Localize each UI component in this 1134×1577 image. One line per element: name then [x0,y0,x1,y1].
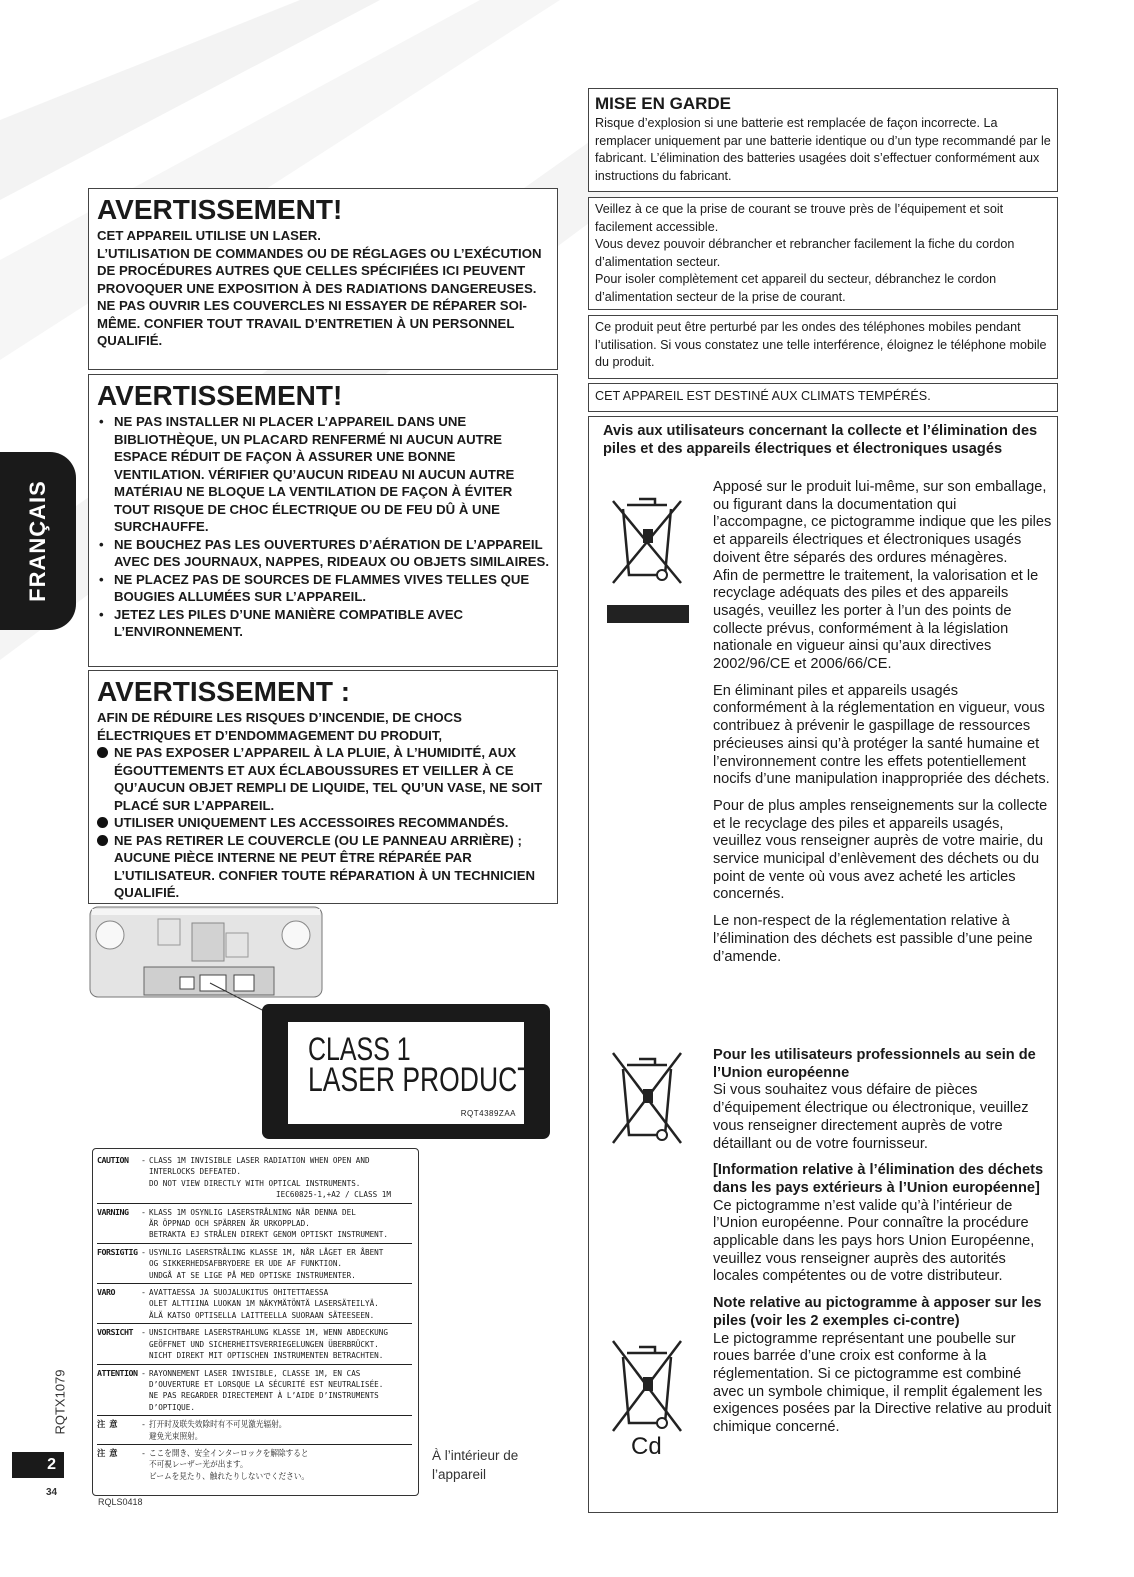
mise-en-garde-text: Risque d’explosion si une batterie est remplacée de façon incorrecte. La remplacer uniquement par une batterie identique ou d’un type recommandé par le fabricant. L’élimination des batteries usagées doit s’effectuer conformément aux instructions du fabricant. [595,116,1051,183]
caution-row-text: UNSICHTBARE LASERSTRAHLUNG KLASSE 1M, WENN ABDECKUNG GEÖFFNET UND SICHERHEITSVERRIEGELUNGEN ÜBERBRÜCKT. NICHT DIREKT MIT OPTISCHEN INSTRUMENTEN BETRACHTEN. [149,1327,388,1361]
document-code: RQTX1079 [52,1369,68,1435]
caution-row: VORSICHT - UNSICHTBARE LASERSTRAHLUNG KLASSE 1M, WENN ABDECKUNG GEÖFFNET UND SICHERHEITSVERRIEGELUNGEN ÜBERBRÜCKT. NICHT DIREKT MIT OPTISCHEN INSTRUMENTEN BETRACHTEN. [97,1327,412,1364]
warning-fire-item: NE PAS RETIRER LE COUVERCLE (OU LE PANNEAU ARRIÈRE) ; AUCUNE PIÈCE INTERNE NE PEUT ÊTRE RÉPARÉE PAR L’UTILISATEUR. CONFIER TOUTE RÉPARATION À UN TECHNICIEN QUALIFIÉ. [97,832,549,902]
language-tab [0,452,76,630]
warning-ventilation-item: • JETEZ LES PILES D’UNE MANIÈRE COMPATIBLE AVEC L’ENVIRONNEMENT. [97,606,549,641]
device-rear-illustration [88,905,328,1015]
caution-row-label: VARNING [97,1206,129,1217]
caution-row: ATTENTION - RAYONNEMENT LASER INVISIBLE, CLASSE 1M, EN CAS D’OUVERTURE ET LORSQUE LA SÉCURITÉ EST NEUTRALISÉE. NE PAS REGARDER DIRECTEMENT À L’AIDE D’INSTRUMENTS D’OPTIQUE. [97,1368,412,1417]
socket-notice-line: Pour isoler complètement cet appareil du secteur, débranchez le cordon d’alimentation secteur de la prise de courant. [595,272,997,304]
caution-row-text: RAYONNEMENT LASER INVISIBLE, CLASSE 1M, EN CAS D’OUVERTURE ET LORSQUE LA SÉCURITÉ EST NEUTRALISÉE. NE PAS REGARDER DIRECTEMENT À L’AIDE D’INSTRUMENTS D’OPTIQUE. [149,1367,384,1412]
warning-fire-intro: AFIN DE RÉDUIRE LES RISQUES D’INCENDIE, DE CHOCS ÉLECTRIQUES ET D’ENDOMMAGEMENT DU PRODUIT, [97,710,462,743]
caution-row-text: USYNLIG LASERSTRÅLING KLASSE 1M, NÅR LÅGET ER ÅBENT OG SIKKERHEDSAFBRYDERE ER UDE AF FUNKTION. UNDGÅ AT SE LIGE PÅ MED OPTISKE INSTRUMENTER. [149,1246,384,1280]
laser-label-line2: LASER PRODUCT [308,1061,534,1099]
caution-row: VARNING - KLASS 1M OSYNLIG LASERSTRÅLNING NÄR DENNA DEL ÄR ÖPPNAD OCH SPÄRREN ÄR URKOPPLAD. BETRAKTA EJ STRÅLEN DIREKT GENOM OPTISKT INSTRUMENT. [97,1207,412,1244]
caution-row: 注 意 - 打开时及联失效除时有不可见激光辐射。 避免光束照射。 [97,1419,412,1445]
disposal-title: Avis aux utilisateurs concernant la collecte et l’élimination des piles et des appareils électriques et électroniques usagés [603,423,1038,457]
disposal-para: Pour de plus amples renseignements sur la collecte et le recyclage des piles et appareils usagés, veuillez vous renseigner auprès de votre mairie, du service municipal d’enlèvement des déchets ou du point de vente où vous avez acheté les articles concernés. [713,797,1048,903]
disposal-pro-title: Pour les utilisateurs professionnels au sein de l’Union européenne [713,1047,1036,1081]
laser-label-code: RQT4389ZAA [460,1109,516,1118]
warning-fire-item: NE PAS EXPOSER L’APPAREIL À LA PLUIE, À L’HUMIDITÉ, AUX ÉGOUTTEMENTS ET AUX ÉCLABOUSSURES ET VEILLER À CE QU’AUCUN OBJET REMPLI DE LIQUIDE, TEL QU’UN VASE, NE SOIT PLACÉ SUR L’APPAREIL. [97,744,549,814]
caution-row-standard: IEC60825-1,+A2 / CLASS 1M [276,1189,391,1200]
warning-ventilation-item: • NE PAS INSTALLER NI PLACER L’APPAREIL DANS UNE BIBLIOTHÈQUE, UN PLACARD RENFERMÉ NI AUCUN AUTRE ESPACE RÉDUIT DE FAÇON À ASSURER UNE BONNE VENTILATION. VÉRIFIER QU’AUCUN RIDEAU NI AUCUN AUTRE MATÉRIAU NE BLOQUE LA VENTILATION DE FAÇON À ÉVITER TOUT RISQUE DE CHOC ÉLECTRIQUE OU DE FEU DÛ À UNE SURCHAUFFE. [97,413,549,536]
language-tab-label: FRANÇAIS [25,480,50,602]
socket-notice-line: Vous devez pouvoir débrancher et rebrancher facilement la fiche du cordon d’alimentation secteur. [595,237,1015,269]
caution-row-label: FORSIGTIG [97,1246,138,1257]
disposal-ext-text: Ce pictogramme n’est valide qu’à l’intérieur de l’Union européenne. Pour connaître la procédure applicable dans les pays hors Union Européenne, veuillez vous renseigner auprès des autorités locales compétentes ou de votre distributeur. [713,1197,1035,1285]
laser-label-line1: CLASS 1 [308,1031,411,1067]
inside-caption [432,1446,552,1484]
warning-fire-title: AVERTISSEMENT : [97,676,351,707]
crossed-bin-icon [599,1047,695,1147]
caution-row: 注 意 - ここを開き、安全インターロックを解除すると 不可視レーザー光が出ます。 ビームを見たり、触れたりしないでください。 [97,1448,412,1484]
disposal-note-text: Le pictogramme représentant une poubelle sur roues barrée d’une croix est conforme à la réglementation. Si ce pictogramme est combiné avec un symbole chimique, il remplit également les exigences posées par la Directive relative au produit chimique concerné. [713,1330,1052,1436]
page-number: 34 [46,1487,58,1498]
disposal-box [588,416,1058,1513]
caution-row-text: AVATTAESSA JA SUOJALUKITUS OHITETTAESSA OLET ALTTIINA LUOKAN 1M NÄKYMÄTÖNTÄ LASERSÄTEILYÄ. ÄLÄ KATSO OPTISELLA LAITTEELLA SUORAAN SÄTEESEEN. [149,1287,379,1320]
socket-notice-box [588,197,1058,310]
disposal-para: Le non-respect de la réglementation relative à l’élimination des déchets est passible d’une peine d’amende. [713,913,1033,965]
label-code: RQLS0418 [98,1497,143,1507]
caution-row-text: 打开时及联失效除时有不可见激光辐射。 避免光束照射。 [149,1419,287,1441]
crossed-bin-icon [599,487,695,627]
warning-laser-box [88,188,558,370]
warning-fire-item: UTILISER UNIQUEMENT LES ACCESSOIRES RECOMMANDÉS. [97,814,549,832]
disposal-para: Afin de permettre le traitement, la valorisation et le recyclage adéquats des piles et des appareils usagés, veuillez les porter à l’un des points de collecte prévus, conformément à la législation nationale en vigueur ainsi qu’aux directives 2002/96/CE et 2006/66/CE. [713,567,1039,673]
warning-laser-line: L’UTILISATION DE COMMANDES OU DE RÉGLAGES OU L’EXÉCUTION DE PROCÉDURES AUTRES QUE CELLES SPÉCIFIÉES ICI PEUVENT PROVOQUER UNE EXPOSITION À DES RADIATIONS DANGEREUSES. [97,245,542,296]
warning-ventilation-title: AVERTISSEMENT! [97,380,343,411]
disposal-para-block [713,479,1053,966]
disposal-note-title: Note relative au pictogramme à apposer sur les piles (voir les 2 exemples ci-contre) [713,1295,1042,1329]
caution-row: FORSIGTIG - USYNLIG LASERSTRÅLING KLASSE 1M, NÅR LÅGET ER ÅBENT OG SIKKERHEDSAFBRYDERE ER UDE AF FUNKTION. UNDGÅ AT SE LIGE PÅ MED OPTISKE INSTRUMENTER. [97,1247,412,1284]
mise-en-garde-title: MISE EN GARDE [595,94,732,113]
caution-row: CAUTION - CLASS 1M INVISIBLE LASER RADIATION WHEN OPEN AND INTERLOCKS DEFEATED. DO NOT VIEW DIRECTLY WITH OPTICAL INSTRUMENTS. IEC60825-1,+A2 / CLASS 1M [97,1155,412,1204]
inside-caption-text: À l’intérieur de l’appareil [432,1448,519,1482]
caution-row-text: KLASS 1M OSYNLIG LASERSTRÅLNING NÄR DENNA DEL ÄR ÖPPNAD OCH SPÄRREN ÄR URKOPPLAD. BETRAKTA EJ STRÅLEN DIREKT GENOM OPTISKT INSTRUMENT. [149,1206,388,1240]
class1-laser-label [262,1004,550,1139]
warning-ventilation-item: • NE BOUCHEZ PAS LES OUVERTURES D’AÉRATION DE L’APPAREIL AVEC DES JOURNAUX, NAPPES, RIDEAUX OU OBJETS SIMILAIRES. [97,536,549,571]
climate-notice-text: CET APPAREIL EST DESTINÉ AUX CLIMATS TEMPÉRÉS. [595,389,931,403]
warning-ventilation-box [88,374,558,667]
caution-row-label: CAUTION [97,1155,129,1165]
socket-notice-line: Veillez à ce que la prise de courant se trouve près de l’équipement et soit facilement accessible. [595,202,1004,234]
climate-notice-box [588,383,1058,412]
caution-row-label: 注 意 [97,1447,118,1458]
warning-ventilation-item: • NE PLACEZ PAS DE SOURCES DE FLAMMES VIVES TELLES QUE BOUGIES ALLUMÉES SUR L’APPAREIL. [97,571,549,606]
caution-row-label: ATTENTION [97,1367,138,1378]
caution-label [92,1148,419,1496]
disposal-para: En éliminant piles et appareils usagés conformément à la réglementation en vigueur, vous contribuez à prévenir le gaspillage de ressources précieuses ainsi qu’à protéger la santé humaine et l’environnement contre les effets potentiellement nocifs d’une manipulation inappropriée des déchets. [713,682,1050,788]
caution-row-text: CLASS 1M INVISIBLE LASER RADIATION WHEN OPEN AND INTERLOCKS DEFEATED. DO NOT VIEW DIRECTLY WITH OPTICAL INSTRUMENTS. [149,1155,370,1188]
warning-laser-title: AVERTISSEMENT! [97,194,343,225]
caution-row-label: VARO [97,1287,115,1298]
mise-en-garde-box [588,88,1058,192]
disposal-ext-title: [Information relative à l’élimination des déchets dans les pays extérieurs à l’Union européenne] [713,1162,1044,1196]
mobile-notice-text: Ce produit peut être perturbé par les ondes des téléphones mobiles pendant l’utilisation. Si vous constatez une telle interférence, éloignez le téléphone mobile du produit. [595,320,1047,369]
warning-fire-box [88,670,558,904]
chemical-symbol: Cd [631,1433,662,1460]
caution-row-label: 注 意 [97,1419,118,1430]
caution-row-label: VORSICHT [97,1327,133,1338]
warning-laser-line: CET APPAREIL UTILISE UN LASER. [97,228,321,244]
caution-row: VARO - AVATTAESSA JA SUOJALUKITUS OHITETTAESSA OLET ALTTIINA LUOKAN 1M NÄKYMÄTÖNTÄ LASERSÄTEILYÄ. ÄLÄ KATSO OPTISELLA LAITTEELLA SUORAAN SÄTEESEEN. [97,1287,412,1324]
warning-laser-line: NE PAS OUVRIR LES COUVERCLES NI ESSAYER DE RÉPARER SOI-MÊME. CONFIER TOUT TRAVAIL D’ENTRETIEN À UN PERSONNEL QUALIFIÉ. [97,298,527,349]
disposal-pro-text: Si vous souhaitez vous défaire de pièces d’équipement électrique ou électronique, veuillez vous renseigner directement auprès de votre détaillant ou de votre fournisseur. [713,1082,1029,1152]
page-badge: 2 [12,1452,64,1478]
caution-row-text: ここを開き、安全インターロックを解除すると 不可視レーザー光が出ます。 ビームを見たり、触れたりしないでください。 [149,1447,309,1481]
disposal-pro-block [713,1047,1053,1437]
disposal-para: Apposé sur le produit lui-même, sur son emballage, ou figurant dans la documentation qui l’accompagne, ce pictogramme indique que les piles et appareils électriques et électroniques usagés doivent être séparés des ordures ménagères. [713,479,1052,566]
mobile-notice-box [588,315,1058,379]
